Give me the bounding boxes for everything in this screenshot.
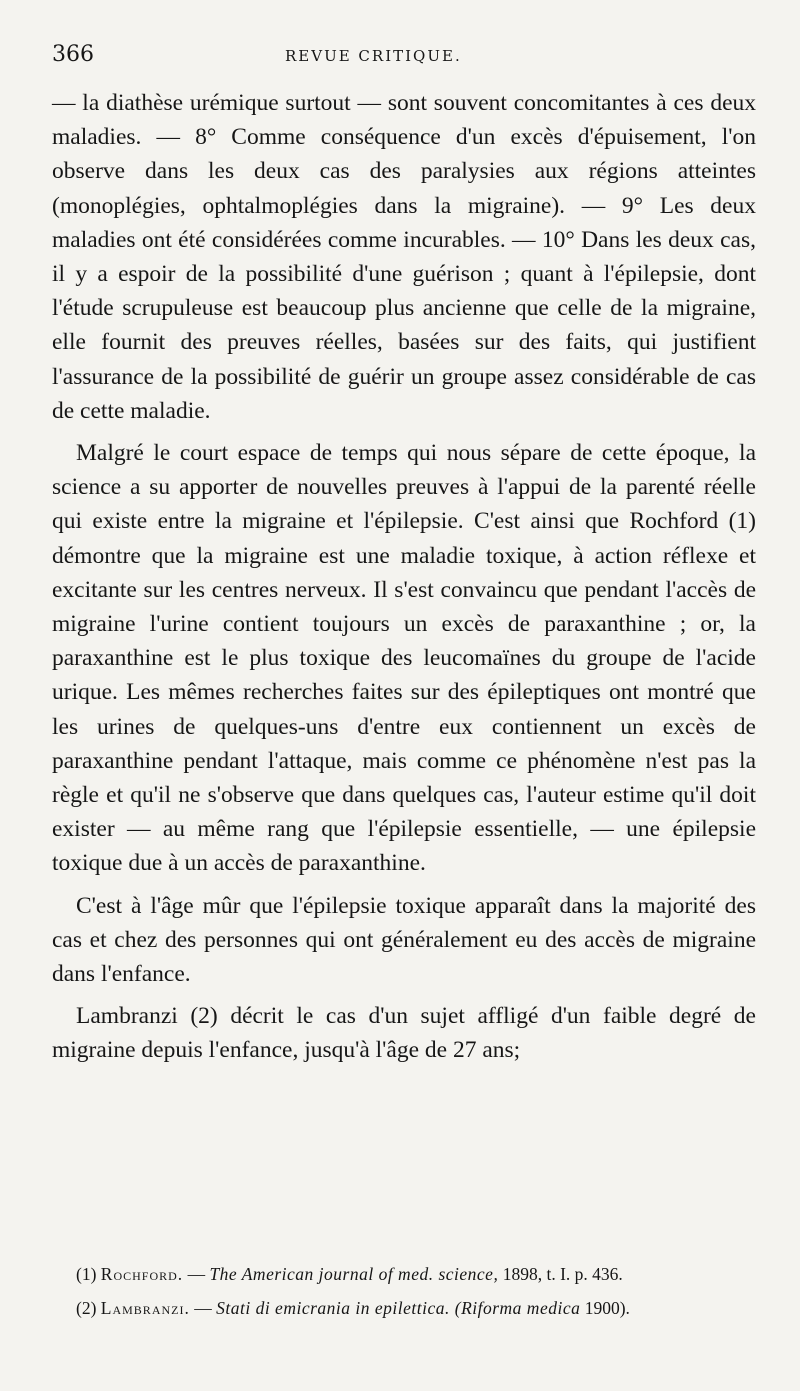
- paragraph: — la diathèse urémique surtout — sont souvent concomitantes à ces deux maladies. — 8° Comme conséquence d'un excès d'épuisement, l'on observe dans les deux cas des paralysies aux régions atteintes (monoplégies, ophtalmoplégies dans la migraine). — 9° Les deux maladies ont été considérées comme incurables. — 10° Dans les deux cas, il y a espoir de la possibilité d'une guérison ; quant à l'épilepsie, dont l'étude scrupuleuse est beaucoup plus ancienne que celle de la migraine, elle fournit des preuves réelles, basées sur des faits, qui justifient l'assurance de la possibilité de guérir un groupe assez considérable de cas de cette maladie.: [52, 90, 756, 424]
- page-number: 366: [52, 42, 94, 67]
- footnote-marker: (2): [76, 1298, 97, 1318]
- footnote-rest: 1900).: [584, 1298, 630, 1318]
- footnote-dash: —: [194, 1298, 212, 1318]
- paragraph: Lambranzi (2) décrit le cas d'un sujet affligé d'un faible degré de migraine depuis l'enfance, jusqu'à l'âge de 27 ans;: [52, 1003, 756, 1064]
- footnote: [52, 1262, 756, 1286]
- footnotes: [52, 1262, 756, 1330]
- paragraph: Malgré le court espace de temps qui nous sépare de cette époque, la science a su apporter de nouvelles preuves à l'appui de la parenté réelle qui existe entre la migraine et l'épilepsie. C'est ainsi que Rochford (1) démontre que la migraine est une maladie toxique, à action réflexe et excitante sur les centres nerveux. Il s'est convaincu que pendant l'accès de migraine l'urine contient toujours un excès de paraxanthine ; or, la paraxanthine est le plus toxique des leucomaïnes du groupe de l'acide urique. Les mêmes recherches faites sur des épileptiques ont montré que les urines de quelques-uns d'entre eux contiennent un excès de paraxanthine pendant l'attaque, mais comme ce phénomène n'est pas la règle et qu'il ne s'observe que dans quelques cas, l'auteur estime qu'il doit exister — au même rang que l'épilepsie essentielle, — une épilepsie toxique due à un accès de paraxanthine.: [52, 440, 756, 877]
- footnote: [52, 1296, 756, 1320]
- running-head: REVUE CRITIQUE.: [285, 47, 462, 65]
- footnote-rest: 1898, t. I. p. 436.: [502, 1264, 623, 1284]
- page-header: [52, 42, 756, 86]
- footnote-title: The American journal of med. science,: [209, 1264, 499, 1284]
- footnote-author: Rochford.: [100, 1264, 184, 1284]
- paragraph: C'est à l'âge mûr que l'épilepsie toxique apparaît dans la majorité des cas et chez des personnes qui ont généralement eu des accès de migraine dans l'enfance.: [52, 892, 756, 988]
- footnote-dash: —: [187, 1264, 206, 1284]
- footnote-author: Lambranzi.: [100, 1298, 190, 1318]
- footnote-title: Stati di emicrania in epilettica. (Riforma medica: [216, 1298, 581, 1318]
- footnote-marker: (1): [76, 1264, 97, 1284]
- body-text: [52, 86, 756, 1068]
